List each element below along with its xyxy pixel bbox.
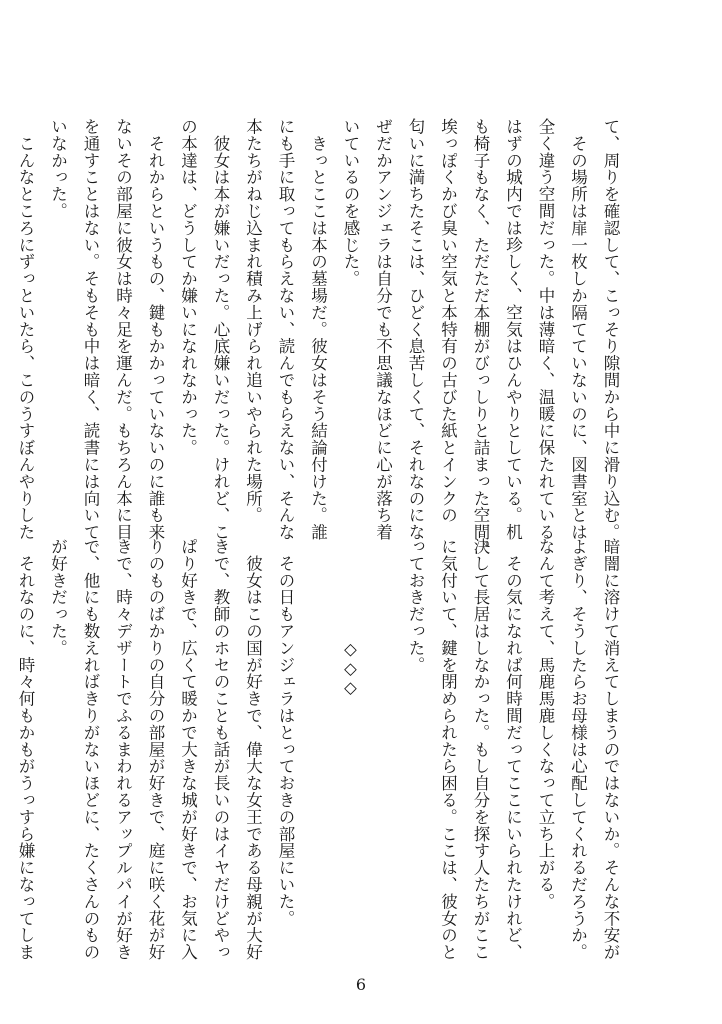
text-line: 本たちがねじ込まれ積み上げられ追いやられた場所。 bbox=[243, 118, 263, 524]
text-line: も椅子もなく、ただただ本棚がびっしりと詰まった空間。 bbox=[471, 118, 490, 558]
text-line: の本達は、どうしてか嫌いになれなかった。 bbox=[178, 118, 198, 456]
text-line: を通すことはない。そもそも中は暗く、読書には向いて bbox=[81, 118, 100, 541]
text-line: きっとここは本の墓場だ。彼女はそう結論付けた。誰 bbox=[308, 118, 328, 541]
text-line: いなかった。 bbox=[48, 118, 68, 220]
section-separator: ◇◇◇ bbox=[341, 538, 360, 698]
page-number: 6 bbox=[355, 975, 367, 994]
text-line: こんなところにずっといたら、このうすぼんやりした bbox=[16, 118, 35, 541]
text-line: 埃っぽくかび臭い空気と本特有の古びた紙とインクの bbox=[438, 118, 458, 524]
text-line: 匂いに満ちたそこは、ひどく息苦しくて、それなのにな bbox=[406, 118, 425, 541]
text-line: その気になれば何時間だってここにいられたけれど、 bbox=[503, 538, 523, 961]
text-line: なんて考えて、馬鹿馬鹿しくなって立ち上がる。 bbox=[536, 538, 555, 910]
text-line: 全く違う空間だった。中は薄暗く、温暖に保たれている bbox=[536, 118, 555, 541]
text-line: いているのを感じた。 bbox=[341, 118, 360, 287]
text-line: ないその部屋に彼女は時々足を運んだ。もちろん本に目 bbox=[113, 118, 133, 541]
text-line: はずの城内では珍しく、空気はひんやりとしている。机 bbox=[503, 118, 523, 541]
text-line: その日もアンジェラはとっておきの部屋にいた。 bbox=[276, 538, 295, 927]
text-line: ぜだかアンジェラは自分でも不思議なほどに心が落ち着 bbox=[373, 118, 393, 541]
text-line: っておきだった。 bbox=[406, 538, 425, 674]
text-line: 決して長居はしなかった。もし自分を探す人たちがここ bbox=[471, 538, 490, 961]
text-line: それなのに、時々何もかもがうっすら嫌になってしま bbox=[16, 538, 35, 961]
text-line: で、他にも数えればきりがないほどに、たくさんのもの bbox=[81, 538, 100, 961]
text-line: が好きだった。 bbox=[48, 538, 68, 657]
text-line: それからというもの、鍵もかかっていないのに誰も来 bbox=[146, 118, 165, 541]
text-line: きで、教師のホセのことも話が長いのはイヤだけどやっ bbox=[211, 538, 230, 961]
text-line: ぱり好きで、広くて暖かで大きな城が好きで、お気に入 bbox=[178, 538, 198, 961]
upper-text-block bbox=[9, 118, 627, 558]
text-line: 彼女は本が嫌いだった。心底嫌いだった。けれど、こ bbox=[211, 118, 230, 541]
text-line: その場所は扉一枚しか隔てていないのに、図書室とは bbox=[568, 118, 588, 541]
lower-text-block bbox=[9, 538, 627, 961]
text-line: て、周りを確認して、こっそり隙間から中に滑り込む。 bbox=[601, 118, 620, 541]
text-line: 暗闇に溶けて消えてしまうのではないか。そんな不安が bbox=[601, 538, 620, 961]
text-line: りのものばかりの自分の部屋が好きで、庭に咲く花が好 bbox=[146, 538, 165, 961]
text-line: きで、時々デザートでふるまわれるアップルパイが好き bbox=[113, 538, 133, 961]
text-line: に気付いて、鍵を閉められたら困る。ここは、彼女のと bbox=[438, 538, 458, 961]
text-line: 彼女はこの国が好きで、偉大な女王である母親が大好 bbox=[243, 538, 263, 961]
text-line: にも手に取ってもらえない、読んでもらえない、そんな bbox=[276, 118, 295, 541]
text-line: よぎり、そうしたらお母様は心配してくれるだろうか。 bbox=[568, 538, 588, 961]
